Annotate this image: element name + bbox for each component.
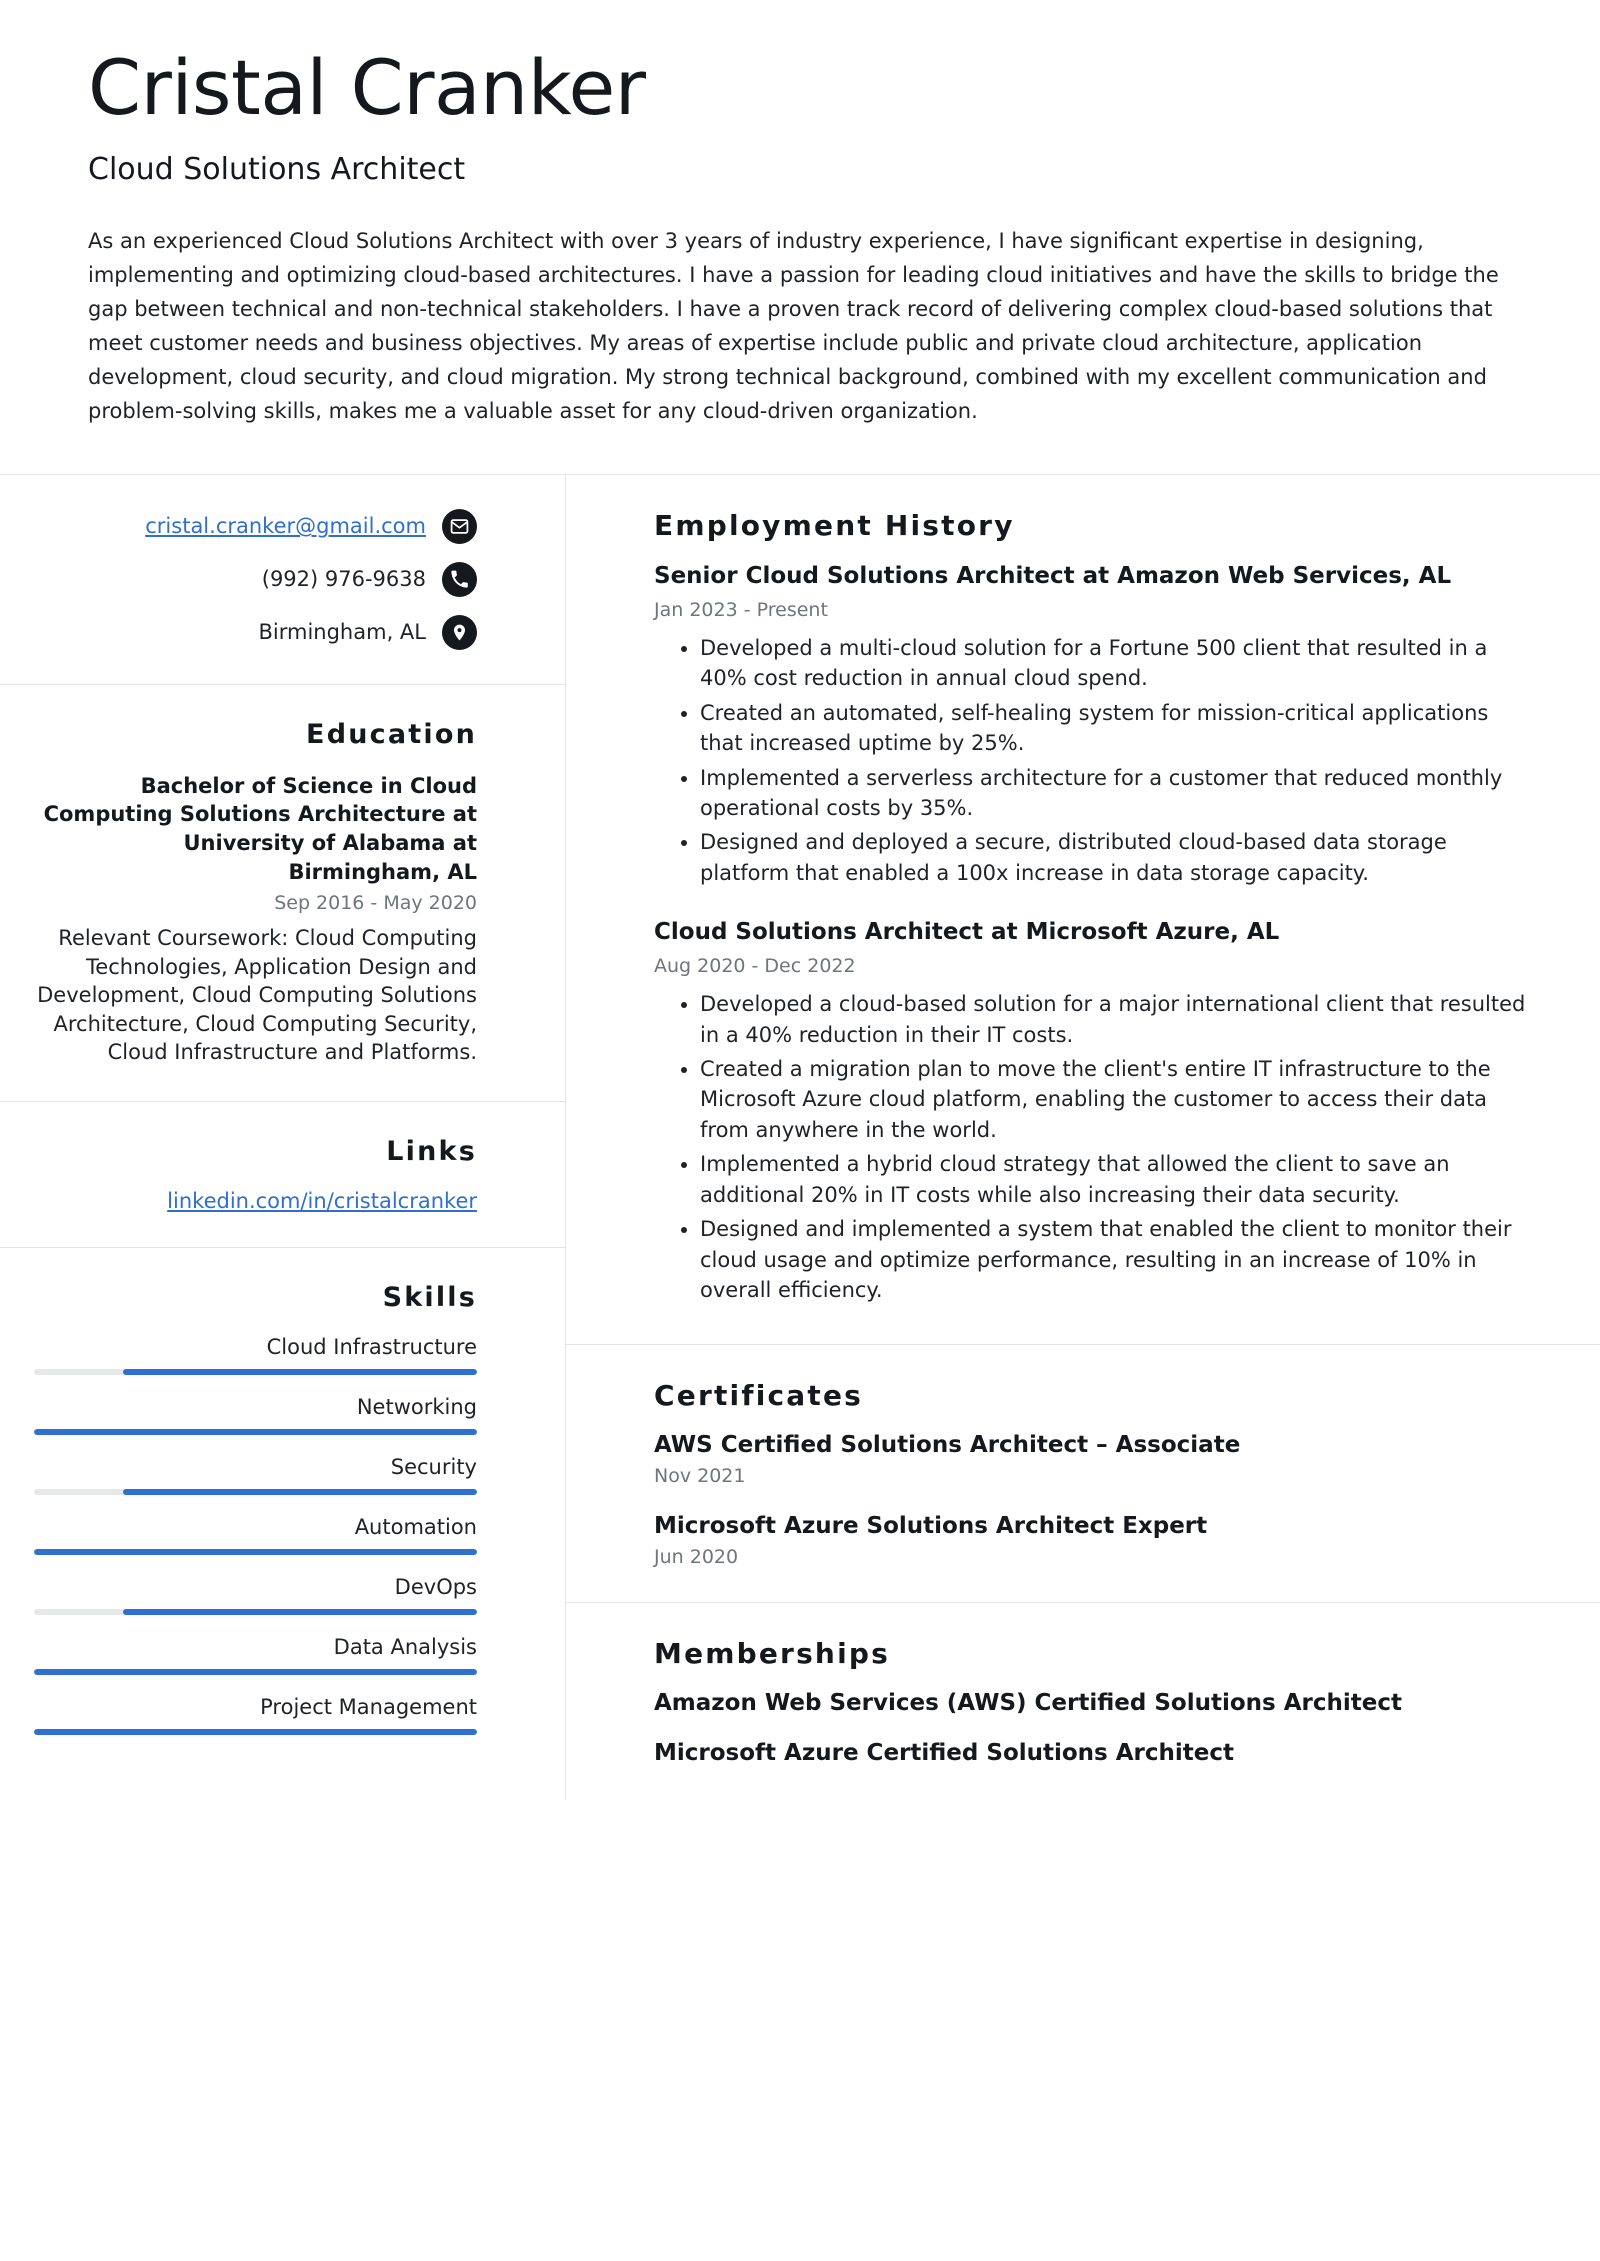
skill-name: Networking (356, 1394, 477, 1419)
contact-email[interactable]: cristal.cranker@gmail.com (145, 514, 426, 539)
skill-name: DevOps (394, 1574, 477, 1599)
resume-body (0, 475, 1600, 1800)
main-content (566, 475, 1600, 1800)
list-item: • Implemented a serverless architecture for a customer that reduced monthly operational costs by 35%. (700, 763, 1534, 824)
employment-title: Senior Cloud Solutions Architect at Amazon Web Services, AL (654, 562, 1452, 589)
list-item: • Created an automated, self-healing system for mission-critical applications that increased uptime by 25%. (700, 698, 1534, 759)
employment-date: Jan 2023 - Present (654, 598, 828, 621)
skill-level-bar (34, 1669, 477, 1675)
page-title: Cristal Cranker (88, 43, 646, 132)
list-item: • Designed and implemented a system that enabled the client to monitor their cloud usage and optimize performance, resulting in an increase of 10% in overall efficiency. (700, 1214, 1534, 1305)
skill-item (34, 1695, 477, 1735)
employment-title: Cloud Solutions Architect at Microsoft Azure, AL (654, 919, 1280, 946)
list-item: • Developed a cloud-based solution for a major international client that resulted in a 40% reduction in their IT costs. (700, 989, 1534, 1050)
certificate-name: AWS Certified Solutions Architect – Associate (654, 1431, 1241, 1458)
list-item: • Created a migration plan to move the client's entire IT infrastructure to the Microsoft Azure cloud platform, enabling the customer to access their data from anywhere in the world. (700, 1054, 1534, 1145)
professional-summary: As an experienced Cloud Solutions Architect with over 3 years of industry experience, I have significant expertise in designing, implementing and optimizing cloud-based architectures. I have a passion for leading cloud initiatives and have the skills to bridge the gap between technical and non-technical stakeholders. I have a proven track record of delivering complex cloud-based solutions that meet customer needs and business objectives. My areas of expertise include public and private cloud architecture, application development, cloud security, and cloud migration. My strong technical background, combined with my excellent communication and problem-solving skills, makes me a valuable asset for any cloud-driven organization. (88, 228, 1499, 423)
skill-level-fill (34, 1729, 477, 1735)
certificate-date: Nov 2021 (654, 1464, 746, 1487)
skills-heading: Skills (382, 1281, 477, 1313)
skill-level-bar (34, 1489, 477, 1495)
skill-name: Project Management (260, 1694, 477, 1719)
employment-item (654, 562, 1534, 888)
skill-name: Automation (354, 1514, 477, 1539)
skill-level-fill (123, 1609, 477, 1615)
skill-level-fill (34, 1549, 477, 1555)
contact-location: Birmingham, AL (258, 620, 426, 645)
skill-item (34, 1515, 477, 1555)
memberships-list (654, 1690, 1534, 1766)
skills-block (0, 1248, 565, 1769)
skill-level-bar (34, 1729, 477, 1735)
job-title: Cloud Solutions Architect (88, 151, 466, 187)
memberships-block (566, 1603, 1600, 1800)
list-item: • Developed a multi-cloud solution for a Fortune 500 client that resulted in a 40% cost reduction in annual cloud spend. (700, 633, 1534, 694)
links-block (0, 1102, 565, 1248)
envelope-icon (442, 509, 477, 544)
skills-list (34, 1335, 477, 1735)
contact-block (0, 475, 565, 685)
employment-date: Aug 2020 - Dec 2022 (654, 955, 856, 978)
phone-icon (442, 562, 477, 597)
education-block (0, 685, 565, 1102)
skill-level-bar (34, 1549, 477, 1555)
skill-level-fill (123, 1369, 477, 1375)
skill-item (34, 1395, 477, 1435)
membership-item: Microsoft Azure Certified Solutions Architect (654, 1739, 1235, 1766)
contact-email-row[interactable] (34, 509, 477, 544)
memberships-heading: Memberships (654, 1636, 890, 1670)
list-item: • Designed and deployed a secure, distributed cloud-based data storage platform that enabled a 100x increase in data storage capacity. (700, 827, 1534, 888)
sidebar (0, 475, 566, 1800)
employment-block (566, 475, 1600, 1345)
skill-level-bar (34, 1609, 477, 1615)
contact-phone-row[interactable] (34, 562, 477, 597)
education-date: Sep 2016 - May 2020 (274, 892, 477, 915)
link-item[interactable]: linkedin.com/in/cristalcranker (167, 1188, 477, 1213)
membership-item: Amazon Web Services (AWS) Certified Solutions Architect (654, 1689, 1402, 1716)
certificate-item (654, 1432, 1534, 1487)
employment-heading: Employment History (654, 508, 1015, 542)
certificate-date: Jun 2020 (654, 1545, 739, 1568)
contact-location-row[interactable] (34, 615, 477, 650)
skill-name: Data Analysis (333, 1634, 477, 1659)
resume-header (0, 0, 1600, 428)
certificate-name: Microsoft Azure Solutions Architect Expert (654, 1512, 1208, 1539)
certificates-heading: Certificates (654, 1378, 864, 1412)
certificates-list (654, 1432, 1534, 1568)
education-description: Relevant Coursework: Cloud Computing Technologies, Application Design and Development, Cloud Computing Solutions Architecture, Cloud Computing Security, Cloud Infrastructure and Platforms. (37, 926, 477, 1065)
certificates-block (566, 1345, 1600, 1603)
education-heading: Education (306, 718, 477, 750)
skill-item (34, 1455, 477, 1495)
skill-level-fill (34, 1429, 477, 1435)
map-pin-icon (442, 615, 477, 650)
contact-phone: (992) 976-9638 (261, 567, 426, 592)
employment-bullets (654, 633, 1534, 889)
skill-item (34, 1575, 477, 1615)
education-degree: Bachelor of Science in Cloud Computing Solutions Architecture at University of Alabama at Birmingham, AL (43, 773, 477, 884)
links-heading: Links (386, 1135, 477, 1167)
skill-name: Cloud Infrastructure (266, 1334, 477, 1359)
employment-bullets (654, 989, 1534, 1305)
employment-item (654, 918, 1534, 1305)
list-item: • Implemented a hybrid cloud strategy that allowed the client to save an additional 20% in IT costs while also increasing their data security. (700, 1149, 1534, 1210)
skill-name: Security (390, 1454, 477, 1479)
skill-item (34, 1635, 477, 1675)
skill-level-bar (34, 1429, 477, 1435)
skill-item (34, 1335, 477, 1375)
skill-level-fill (123, 1489, 477, 1495)
skill-level-fill (34, 1669, 477, 1675)
employment-list (654, 562, 1534, 1306)
certificate-item (654, 1513, 1534, 1568)
skill-level-bar (34, 1369, 477, 1375)
